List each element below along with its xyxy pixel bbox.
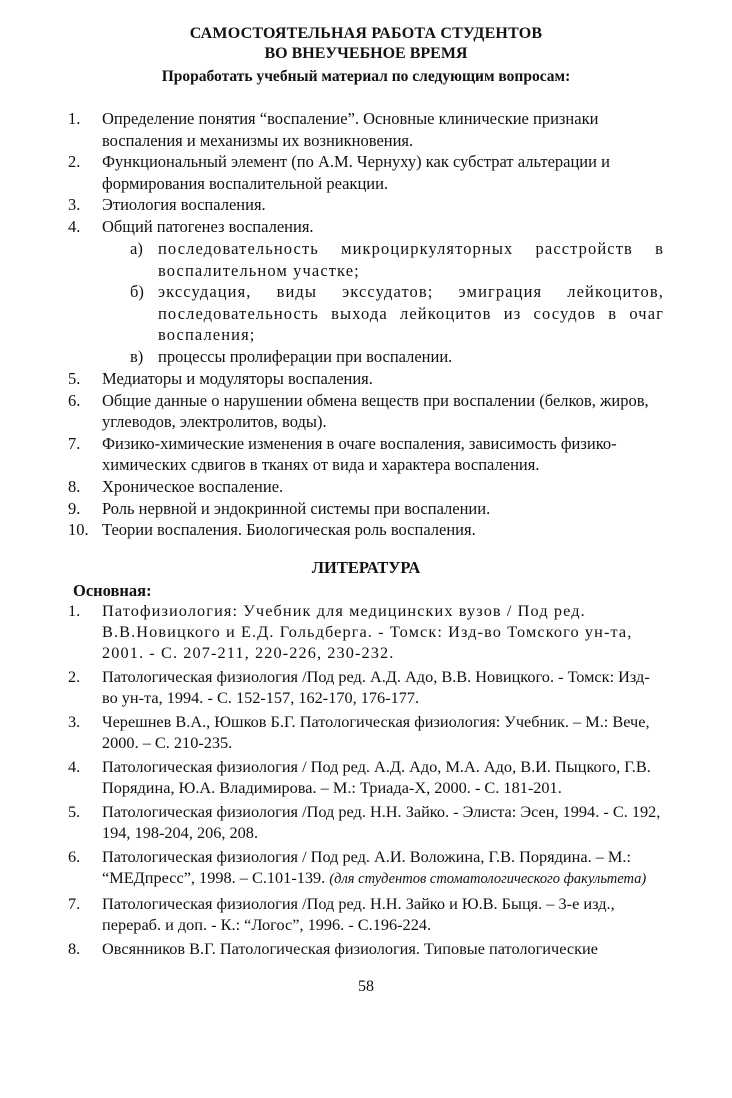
literature-item: 8. Овсянников В.Г. Патологическая физиология. Типовые патологические — [68, 939, 598, 959]
list-item: 10. Теории воспаления. Биологическая роль воспаления. — [68, 520, 476, 540]
literature-text: Патологическая физиология /Под ред. Н.Н. Зайко. - Элиста: Эсен, 1994. - С. 192, 194, 198-204, 206, 208. — [102, 802, 661, 843]
list-item: 2. Функциональный элемент (по А.М. Чернуху) как субстрат альтерации и формирования воспалительной реакции. — [68, 152, 610, 193]
list-item: 8. Хроническое воспаление. — [68, 476, 284, 496]
list-item: 9. Роль нервной и эндокринной системы при воспалении. — [68, 498, 491, 518]
sub-question-text: процессы пролиферации при воспалении. — [158, 346, 453, 366]
literature-item: 1. Патофизиология: Учебник для медицинских вузов / Под ред. В.В.Новицкого и Е.Д. Гольдберга. - Томск: Изд-во Томского ун-та, 2001. - С. 207-211, 220-226, 230-232. — [68, 601, 633, 663]
literature-text: Патологическая физиология / Под ред. А.И. Воложина, Г.В. Порядина. – М.: “МЕДпресс”, 1998. – С.101-139. — [102, 847, 631, 888]
header-instruction: Проработать учебный материал по следующим вопросам: — [161, 68, 571, 85]
literature-text: Патологическая физиология / Под ред. А.Д. Адо, М.А. Адо, В.И. Пыцкого, Г.В. Порядина, Ю.А. Владимирова. – М.: Триада-Х, 2000. - С. 181-201. — [102, 757, 651, 798]
main-literature-label: Основная: — [73, 581, 152, 600]
list-item: 7. Физико-химические изменения в очаге воспаления, зависимость физико-химических сдвигов в тканях от вида и характера воспаления. — [68, 433, 617, 475]
question-text: Медиаторы и модуляторы воспаления. — [102, 369, 373, 388]
sub-list-item: б) экссудация, виды экссудатов; эмиграция лейкоцитов, последовательность выхода лейкоцитов из сосудов в очаг воспаления; — [130, 282, 664, 345]
header-subtitle: ВО ВНЕУЧЕБНОЕ ВРЕМЯ — [264, 45, 468, 62]
question-text: Теории воспаления. Биологическая роль воспаления. — [102, 520, 476, 540]
literature-text: Патологическая физиология /Под ред. А.Д. Адо, В.В. Новицкого. - Томск: Изд-во ун-та, 1994. - С. 152-157, 162-170, 176-177. — [102, 667, 650, 708]
literature-item: 6. Патологическая физиология / Под ред. А.И. Воложина, Г.В. Порядина. – М.: “МЕДпресс”, 1998. – С.101-139. (для студентов стоматологического факультета) — [68, 847, 647, 888]
question-text: Определение понятия “воспаление”. Основные клинические признаки воспаления и механизмы их возникновения. — [102, 109, 599, 150]
questions-list-continued — [68, 368, 664, 541]
question-text: Этиология воспаления. — [102, 195, 266, 215]
question-text: Роль нервной и эндокринной системы при воспалении. — [102, 498, 491, 518]
list-item: 4. Общий патогенез воспаления. — [68, 216, 314, 236]
literature-list — [68, 600, 662, 962]
literature-item: 7. Патологическая физиология /Под ред. Н.Н. Зайко и Ю.В. Быця. – 3-е изд., перераб. и доп. - К.: “Логос”, 1996. - С.196-224. — [68, 894, 615, 935]
list-item: 3. Этиология воспаления. — [68, 195, 266, 215]
list-item: 1. Определение понятия “воспаление”. Основные клинические признаки воспаления и механизмы их возникновения. — [68, 109, 599, 150]
sub-list-item: а) последовательность микроциркуляторных расстройств в воспалительном участке; — [130, 239, 664, 280]
sub-question-text: экссудация, виды экссудатов; эмиграция лейкоцитов, последовательность выхода лейкоцитов из сосудов в очаг воспаления; — [158, 282, 664, 345]
sub-list-item: в) процессы пролиферации при воспалении. — [130, 346, 453, 366]
sub-question-text: последовательность микроциркуляторных расстройств в воспалительном участке; — [158, 239, 664, 280]
literature-item: 3. Черешнев В.А., Юшков Б.Г. Патологическая физиология: Учебник. – М.: Вече, 2000. – С. 210-235. — [68, 712, 650, 753]
list-item: 6. Общие данные о нарушении обмена веществ при воспалении (белков, жиров, углеводов, электролитов, воды). — [68, 390, 649, 432]
literature-text: Патологическая физиология /Под ред. Н.Н. Зайко и Ю.В. Быця. – 3-е изд., перераб. и доп. - К.: “Логос”, 1996. - С.196-224. — [102, 894, 615, 935]
literature-title: ЛИТЕРАТУРА — [311, 558, 421, 577]
page-number: 58 — [358, 978, 374, 995]
literature-text: Овсянников В.Г. Патологическая физиология. Типовые патологические — [102, 939, 598, 959]
question-text: Хроническое воспаление. — [102, 476, 284, 496]
literature-text: Черешнев В.А., Юшков Б.Г. Патологическая физиология: Учебник. – М.: Вече, 2000. – С. 210-235. — [102, 712, 650, 753]
question-text: Физико-химические изменения в очаге воспаления, зависимость физико-химических сдвигов в тканях от вида и характера воспаления. — [102, 433, 617, 475]
sub-questions-list — [68, 238, 664, 368]
question-text: Функциональный элемент (по А.М. Чернуху) как субстрат альтерации и формирования воспалительной реакции. — [102, 152, 610, 193]
literature-item: 4. Патологическая физиология / Под ред. А.Д. Адо, М.А. Адо, В.И. Пыцкого, Г.В. Порядина, Ю.А. Владимирова. – М.: Триада-Х, 2000. - С. 181-201. — [68, 757, 651, 798]
question-text: Общий патогенез воспаления. — [102, 216, 314, 236]
questions-list — [68, 108, 664, 238]
literature-text: Патофизиология: Учебник для медицинских вузов / Под ред. В.В.Новицкого и Е.Д. Гольдберга. - Томск: Изд-во Томского ун-та, 2001. - С. 207-211, 220-226, 230-232. — [102, 601, 633, 663]
question-text: Общие данные о нарушении обмена веществ при воспалении (белков, жиров, углеводов, электролитов, воды). — [102, 390, 649, 432]
literature-item: 2. Патологическая физиология /Под ред. А.Д. Адо, В.В. Новицкого. - Томск: Изд-во ун-та, 1994. - С. 152-157, 162-170, 176-177. — [68, 667, 650, 708]
literature-note: (для студентов стоматологического факультета) — [329, 871, 647, 888]
list-item: 5. Медиаторы и модуляторы воспаления. — [68, 369, 373, 388]
header-title: САМОСТОЯТЕЛЬНАЯ РАБОТА СТУДЕНТОВ — [189, 25, 543, 42]
literature-item: 5. Патологическая физиология /Под ред. Н.Н. Зайко. - Элиста: Эсен, 1994. - С. 192, 194, 198-204, 206, 208. — [68, 802, 661, 843]
